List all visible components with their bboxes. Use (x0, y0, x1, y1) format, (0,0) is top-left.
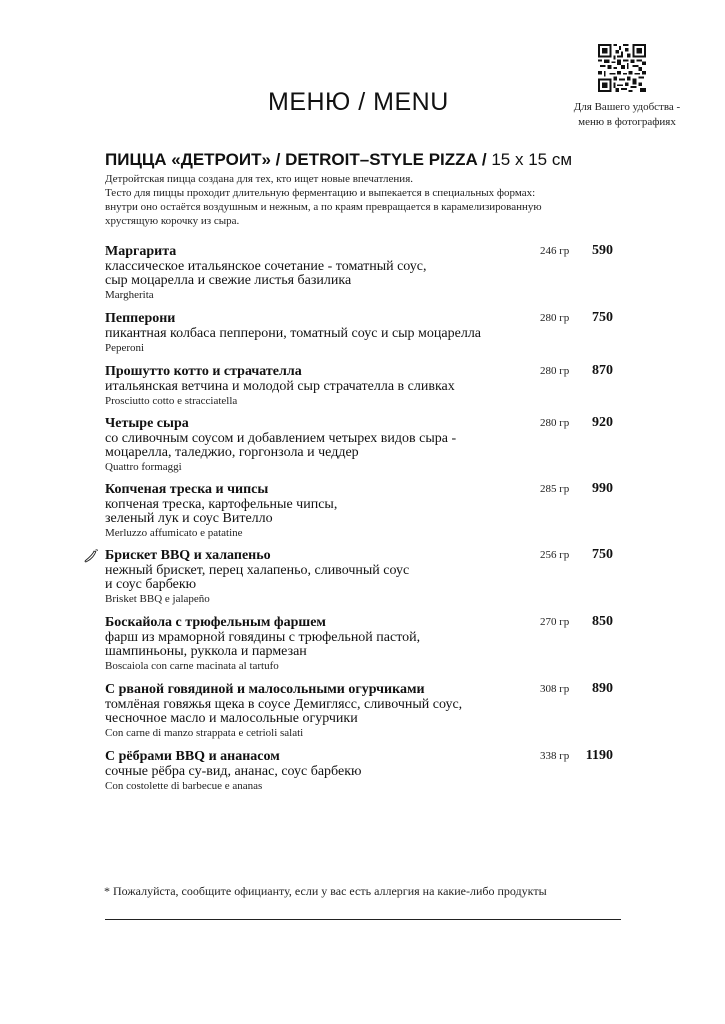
chili-pepper-icon (83, 548, 99, 564)
item-name: С рваной говядиной и малосольными огурчиками (105, 682, 425, 697)
item-description: со сливочным соусом и добавлением четырех видов сыра - моцарелла, таледжио, горгонзола и чеддер (105, 431, 457, 460)
item-name: Маргарита (105, 244, 177, 259)
item-weight: 308 гр (540, 683, 570, 695)
section-size: 15 х 15 см (491, 150, 573, 169)
page-title: МЕНЮ / MENU (268, 88, 449, 116)
item-latin-name: Boscaiola con carne macinata al tartufo (105, 660, 279, 672)
item-description: фарш из мраморной говядины с трюфельной пастой, шампиньоны, руккола и пармезан (105, 630, 421, 659)
item-price: 870 (592, 363, 613, 378)
item-name: Брискет BBQ и халапеньо (105, 548, 271, 563)
item-latin-name: Prosciutto cotto e stracciatella (105, 395, 238, 407)
item-name: Пепперони (105, 311, 176, 326)
qr-code-icon[interactable] (598, 44, 646, 92)
footer-divider (105, 919, 621, 920)
item-description: копченая треска, картофельные чипсы, зеленый лук и соус Вителло (105, 497, 338, 526)
item-name: Прошутто котто и страчателла (105, 364, 302, 379)
item-price: 890 (592, 681, 613, 696)
item-latin-name: Con costolette di barbecue e ananas (105, 780, 263, 792)
item-weight: 280 гр (540, 417, 570, 429)
item-weight: 280 гр (540, 312, 570, 324)
menu-item (105, 682, 625, 740)
item-price: 1190 (585, 748, 613, 763)
item-latin-name: Margherita (105, 289, 154, 301)
item-name: Боскайола с трюфельным фаршем (105, 615, 326, 630)
item-price: 750 (592, 547, 613, 562)
item-weight: 270 гр (540, 616, 570, 628)
item-weight: 256 гр (540, 549, 570, 561)
menu-item (105, 482, 625, 540)
item-description: сочные рёбра су-вид, ананас, соус барбекю (105, 764, 362, 779)
menu-item (105, 615, 625, 673)
item-weight: 280 гр (540, 365, 570, 377)
item-weight: 285 гр (540, 483, 570, 495)
item-price: 920 (592, 415, 613, 430)
item-price: 850 (592, 614, 613, 629)
item-latin-name: Con carne di manzo strappata e cetrioli salati (105, 727, 304, 739)
menu-item (105, 548, 625, 606)
menu-item (105, 311, 625, 355)
item-price: 990 (592, 481, 613, 496)
item-price: 590 (592, 243, 613, 258)
item-latin-name: Merluzzo affumicato e patatine (105, 527, 243, 539)
intro-line: внутри оно остаётся воздушным и нежным, а по краям превращается в карамелизированную (105, 201, 542, 213)
menu-item (105, 416, 625, 474)
section-intro (105, 172, 605, 228)
item-latin-name: Peperoni (105, 342, 145, 354)
section-title-text: ПИЦЦА «ДЕТРОИТ» / DETROIT–STYLE PIZZA / (105, 150, 492, 169)
item-weight: 338 гр (540, 750, 570, 762)
item-weight: 246 гр (540, 245, 570, 257)
qr-note: Для Вашего удобства - меню в фотографиях (573, 101, 681, 128)
item-price: 750 (592, 310, 613, 325)
menu-item (105, 364, 625, 408)
item-description: пикантная колбаса пепперони, томатный соус и сыр моцарелла (105, 326, 482, 341)
item-latin-name: Quattro formaggi (105, 461, 182, 473)
item-name: С рёбрами BBQ и ананасом (105, 749, 280, 764)
item-description: итальянская ветчина и молодой сыр страчателла в сливках (105, 379, 455, 394)
item-description: нежный брискет, перец халапеньо, сливочный соус и соус барбекю (105, 563, 410, 592)
intro-line: Тесто для пиццы проходит длительную ферментацию и выпекается в специальных формах: (105, 187, 536, 199)
item-latin-name: Brisket BBQ e jalapeño (105, 593, 210, 605)
item-description: томлёная говяжья щека в соусе Демиглясс, сливочный соус, чесночное масло и малосольные огурчики (105, 697, 463, 726)
item-name: Четыре сыра (105, 416, 189, 431)
section-title (105, 150, 572, 170)
item-name: Копченая треска и чипсы (105, 482, 269, 497)
item-description: классическое итальянское сочетание - томатный соус, сыр моцарелла и свежие листья базилика (105, 259, 427, 288)
intro-line: Детройтская пицца создана для тех, кто ищет новые впечатления. (105, 173, 414, 185)
menu-item (105, 749, 625, 793)
menu-item (105, 244, 625, 302)
allergy-footnote: * Пожалуйста, сообщите официанту, если у вас есть аллергия на какие-либо продукты (104, 884, 547, 898)
intro-line: хрустящую корочку из сыра. (105, 215, 240, 227)
